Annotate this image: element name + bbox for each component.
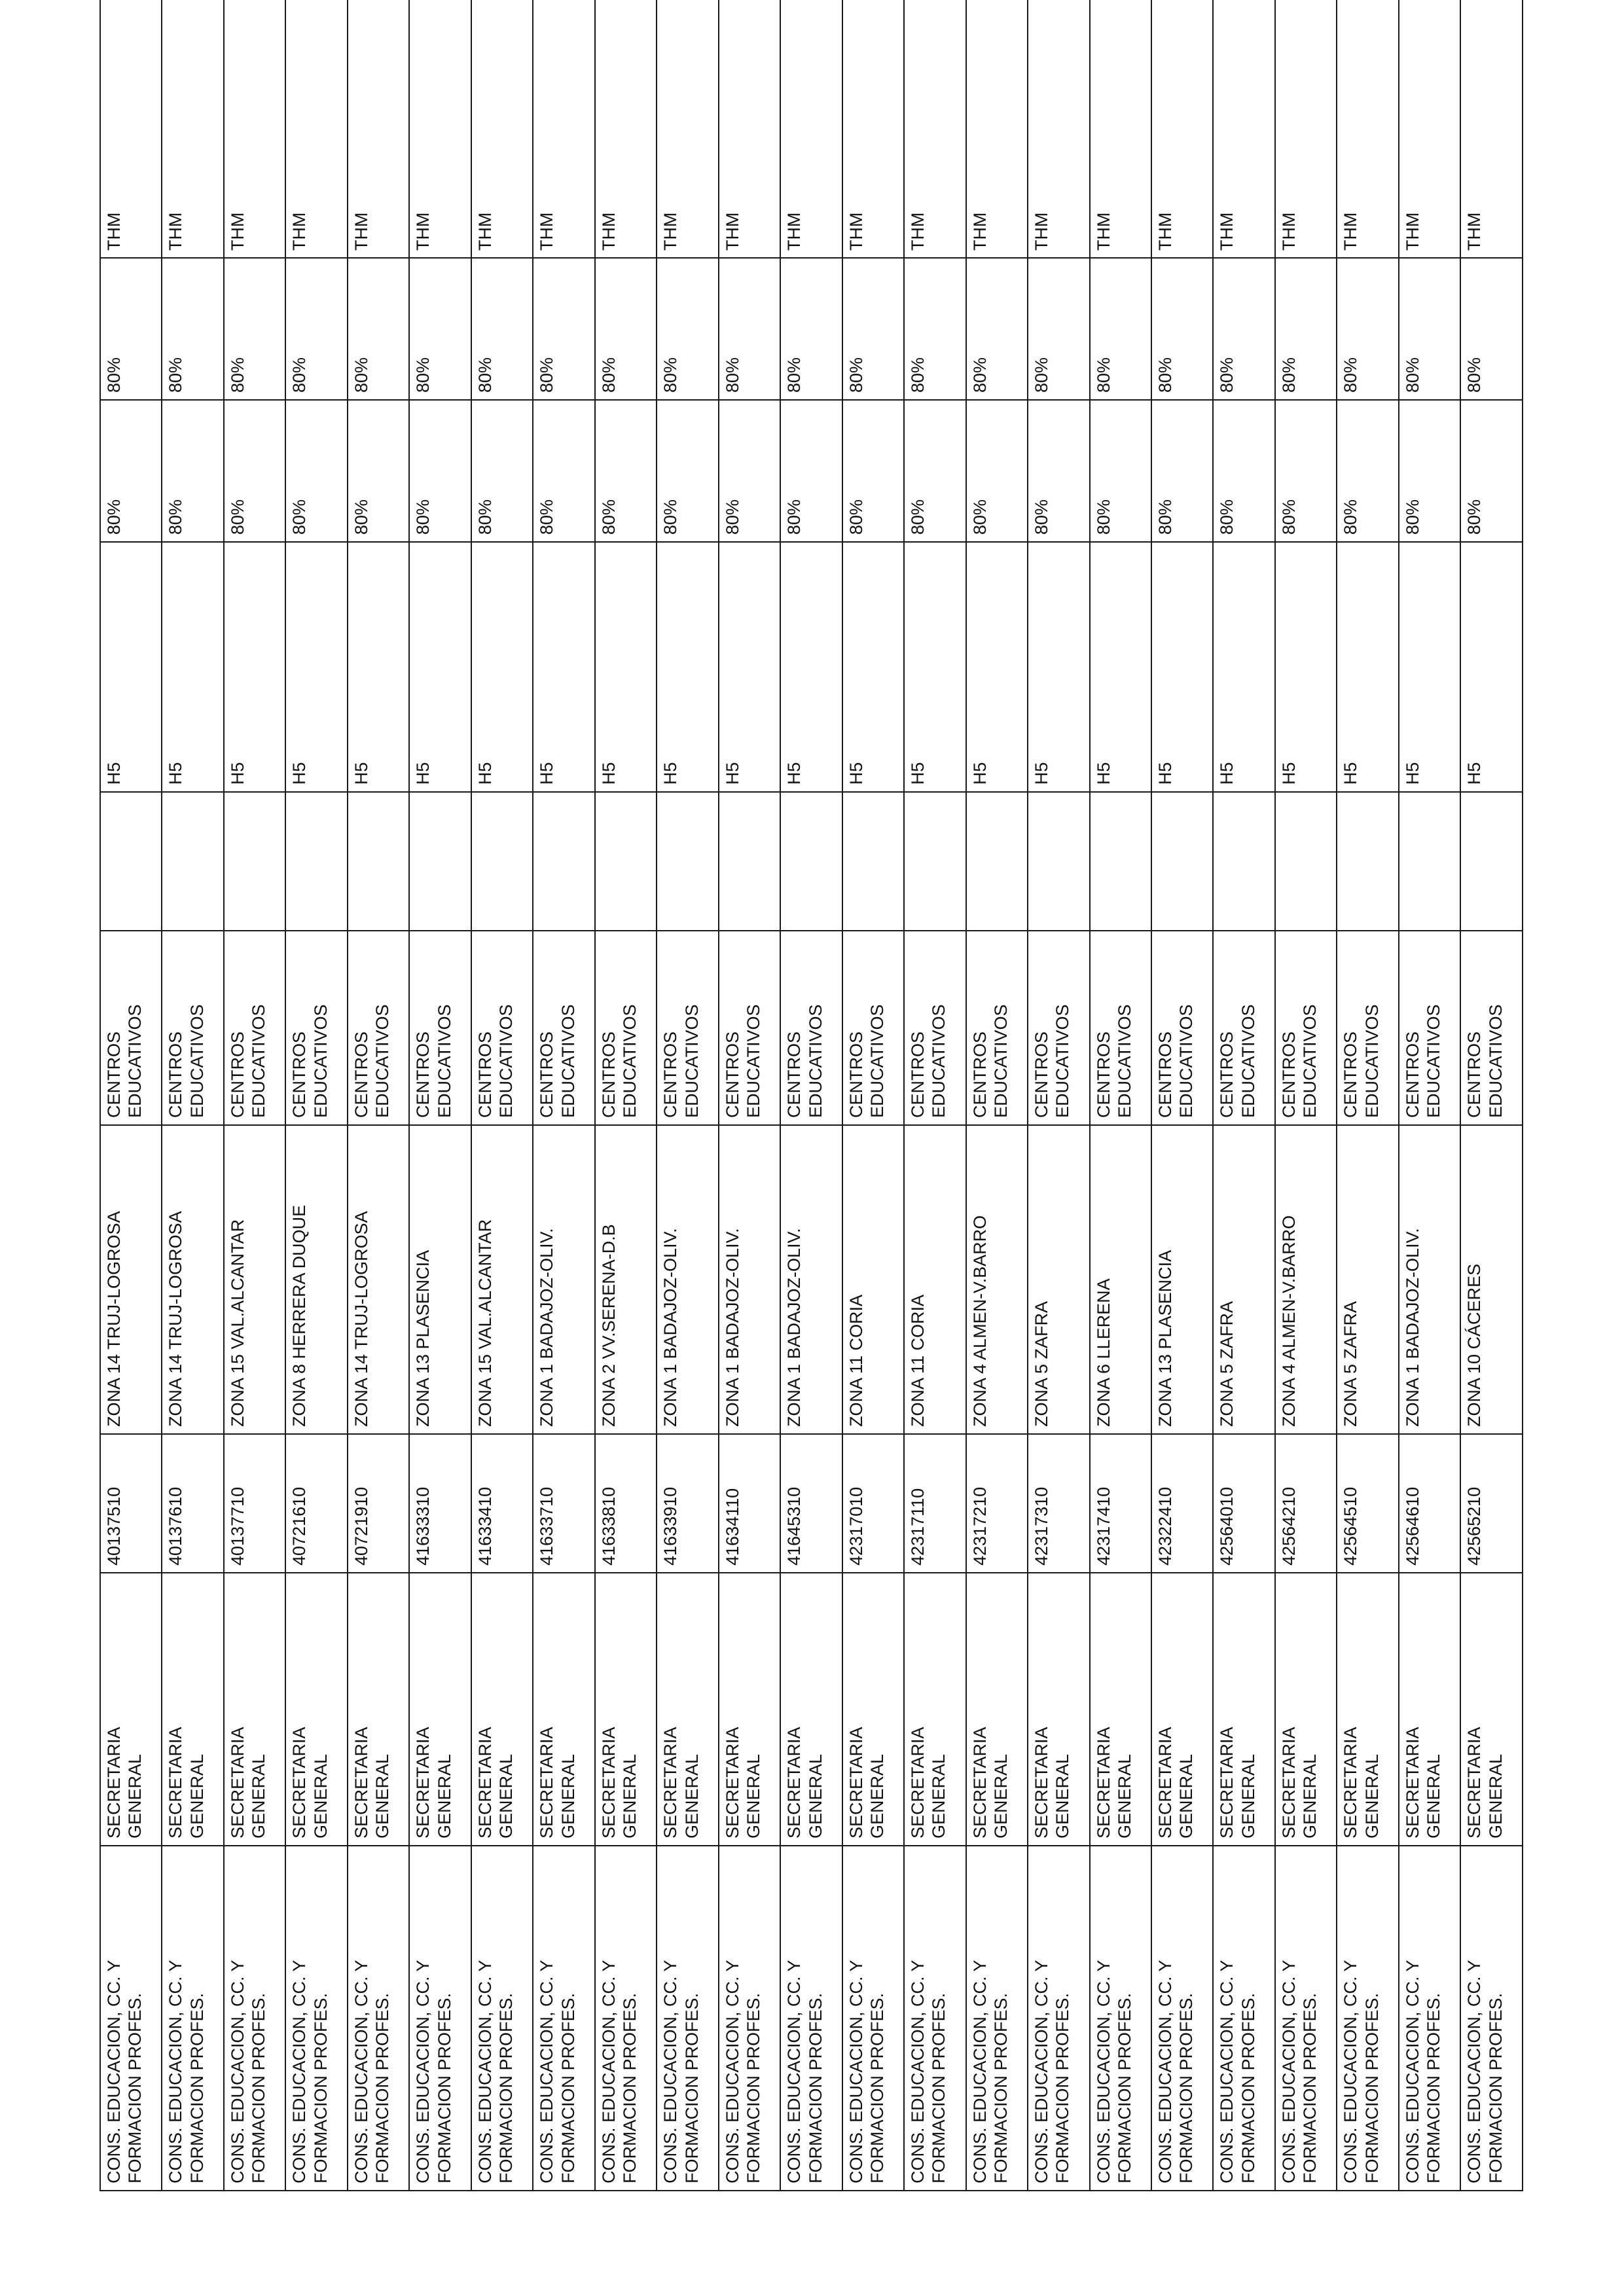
empty-cell — [471, 792, 533, 931]
code-cell: 40721910 — [348, 1434, 409, 1573]
zona-cell: ZONA 1 BADAJOZ-OLIV. — [719, 1125, 780, 1434]
zona-cell: ZONA 1 BADAJOZ-OLIV. — [780, 1125, 842, 1434]
secretaria-cell: SECRETARIA GENERAL — [1213, 1573, 1274, 1846]
table-row — [1399, 0, 1460, 2191]
h5-cell: H5 — [780, 542, 842, 792]
pct2-cell: 80% — [1460, 258, 1523, 400]
thm-cell: THM — [595, 0, 657, 258]
data-table — [99, 0, 1523, 2191]
centro-cell: CENTROS EDUCATIVOS — [162, 931, 223, 1125]
empty-cell — [657, 792, 718, 931]
thm-cell: THM — [471, 0, 533, 258]
pct2-cell: 80% — [533, 258, 594, 400]
secretaria-cell: SECRETARIA GENERAL — [1090, 1573, 1151, 1846]
h5-cell: H5 — [224, 542, 285, 792]
pct2-cell: 80% — [409, 258, 471, 400]
pct2-cell: 80% — [966, 258, 1028, 400]
code-cell: 42317110 — [904, 1434, 965, 1573]
consejeria-cell: CONS. EDUCACION, CC. Y FORMACION PROFES. — [1213, 1846, 1274, 2191]
secretaria-cell: SECRETARIA GENERAL — [1337, 1573, 1398, 1846]
thm-cell: THM — [1028, 0, 1089, 258]
zona-cell: ZONA 15 VAL.ALCANTAR — [224, 1125, 285, 1434]
table-row — [1028, 0, 1089, 2191]
centro-cell: CENTROS EDUCATIVOS — [1337, 931, 1398, 1125]
h5-cell: H5 — [1399, 542, 1460, 792]
pct1-cell: 80% — [100, 400, 162, 542]
code-cell: 41645310 — [780, 1434, 842, 1573]
centro-cell: CENTROS EDUCATIVOS — [1151, 931, 1213, 1125]
pct2-cell: 80% — [595, 258, 657, 400]
thm-cell: THM — [224, 0, 285, 258]
thm-cell: THM — [100, 0, 162, 258]
empty-cell — [1090, 792, 1151, 931]
centro-cell: CENTROS EDUCATIVOS — [1460, 931, 1523, 1125]
h5-cell: H5 — [904, 542, 965, 792]
thm-cell: THM — [904, 0, 965, 258]
zona-cell: ZONA 10 CÁCERES — [1460, 1125, 1523, 1434]
centro-cell: CENTROS EDUCATIVOS — [1275, 931, 1337, 1125]
pct2-cell: 80% — [1090, 258, 1151, 400]
centro-cell: CENTROS EDUCATIVOS — [595, 931, 657, 1125]
thm-cell: THM — [285, 0, 347, 258]
secretaria-cell: SECRETARIA GENERAL — [285, 1573, 347, 1846]
code-cell: 41633710 — [533, 1434, 594, 1573]
secretaria-cell: SECRETARIA GENERAL — [409, 1573, 471, 1846]
centro-cell: CENTROS EDUCATIVOS — [224, 931, 285, 1125]
thm-cell: THM — [1460, 0, 1523, 258]
consejeria-cell: CONS. EDUCACION, CC. Y FORMACION PROFES. — [966, 1846, 1028, 2191]
pct2-cell: 80% — [657, 258, 718, 400]
empty-cell — [595, 792, 657, 931]
pct1-cell: 80% — [595, 400, 657, 542]
empty-cell — [1151, 792, 1213, 931]
code-cell: 40137710 — [224, 1434, 285, 1573]
centro-cell: CENTROS EDUCATIVOS — [348, 931, 409, 1125]
table-row — [100, 0, 162, 2191]
zona-cell: ZONA 13 PLASENCIA — [1151, 1125, 1213, 1434]
pct2-cell: 80% — [471, 258, 533, 400]
secretaria-cell: SECRETARIA GENERAL — [1275, 1573, 1337, 1846]
thm-cell: THM — [719, 0, 780, 258]
pct1-cell: 80% — [1337, 400, 1398, 542]
thm-cell: THM — [780, 0, 842, 258]
pct1-cell: 80% — [1090, 400, 1151, 542]
thm-cell: THM — [348, 0, 409, 258]
pct2-cell: 80% — [719, 258, 780, 400]
pct2-cell: 80% — [1399, 258, 1460, 400]
zona-cell: ZONA 2 VV.SERENA-D.B — [595, 1125, 657, 1434]
secretaria-cell: SECRETARIA GENERAL — [224, 1573, 285, 1846]
secretaria-cell: SECRETARIA GENERAL — [904, 1573, 965, 1846]
pct1-cell: 80% — [657, 400, 718, 542]
code-cell: 42564210 — [1275, 1434, 1337, 1573]
table-row — [780, 0, 842, 2191]
code-cell: 41634110 — [719, 1434, 780, 1573]
h5-cell: H5 — [348, 542, 409, 792]
pct2-cell: 80% — [285, 258, 347, 400]
pct1-cell: 80% — [162, 400, 223, 542]
secretaria-cell: SECRETARIA GENERAL — [966, 1573, 1028, 1846]
code-cell: 42564510 — [1337, 1434, 1398, 1573]
table-row — [904, 0, 965, 2191]
zona-cell: ZONA 4 ALMEN-V.BARRO — [1275, 1125, 1337, 1434]
secretaria-cell: SECRETARIA GENERAL — [1460, 1573, 1523, 1846]
centro-cell: CENTROS EDUCATIVOS — [1028, 931, 1089, 1125]
code-cell: 42565210 — [1460, 1434, 1523, 1573]
empty-cell — [1213, 792, 1274, 931]
pct2-cell: 80% — [162, 258, 223, 400]
centro-cell: CENTROS EDUCATIVOS — [533, 931, 594, 1125]
secretaria-cell: SECRETARIA GENERAL — [842, 1573, 904, 1846]
empty-cell — [1460, 792, 1523, 931]
zona-cell: ZONA 4 ALMEN-V.BARRO — [966, 1125, 1028, 1434]
consejeria-cell: CONS. EDUCACION, CC. Y FORMACION PROFES. — [224, 1846, 285, 2191]
pct1-cell: 80% — [1028, 400, 1089, 542]
h5-cell: H5 — [842, 542, 904, 792]
zona-cell: ZONA 5 ZAFRA — [1028, 1125, 1089, 1434]
code-cell: 42564610 — [1399, 1434, 1460, 1573]
table-row — [224, 0, 285, 2191]
pct1-cell: 80% — [285, 400, 347, 542]
secretaria-cell: SECRETARIA GENERAL — [1151, 1573, 1213, 1846]
table-row — [1213, 0, 1274, 2191]
centro-cell: CENTROS EDUCATIVOS — [471, 931, 533, 1125]
h5-cell: H5 — [719, 542, 780, 792]
code-cell: 40137510 — [100, 1434, 162, 1573]
secretaria-cell: SECRETARIA GENERAL — [100, 1573, 162, 1846]
zona-cell: ZONA 5 ZAFRA — [1213, 1125, 1274, 1434]
centro-cell: CENTROS EDUCATIVOS — [1399, 931, 1460, 1125]
empty-cell — [348, 792, 409, 931]
rotated-page — [99, 103, 1523, 2191]
consejeria-cell: CONS. EDUCACION, CC. Y FORMACION PROFES. — [348, 1846, 409, 2191]
code-cell: 40137610 — [162, 1434, 223, 1573]
pct2-cell: 80% — [1151, 258, 1213, 400]
consejeria-cell: CONS. EDUCACION, CC. Y FORMACION PROFES. — [1090, 1846, 1151, 2191]
zona-cell: ZONA 11 CORIA — [904, 1125, 965, 1434]
centro-cell: CENTROS EDUCATIVOS — [966, 931, 1028, 1125]
code-cell: 40721610 — [285, 1434, 347, 1573]
code-cell: 42317310 — [1028, 1434, 1089, 1573]
zona-cell: ZONA 15 VAL.ALCANTAR — [471, 1125, 533, 1434]
pct1-cell: 80% — [1213, 400, 1274, 542]
table-row — [1090, 0, 1151, 2191]
empty-cell — [100, 792, 162, 931]
consejeria-cell: CONS. EDUCACION, CC. Y FORMACION PROFES. — [409, 1846, 471, 2191]
h5-cell: H5 — [1460, 542, 1523, 792]
table-row — [1460, 0, 1523, 2191]
thm-cell: THM — [409, 0, 471, 258]
consejeria-cell: CONS. EDUCACION, CC. Y FORMACION PROFES. — [285, 1846, 347, 2191]
table-row — [533, 0, 594, 2191]
zona-cell: ZONA 14 TRUJ-LOGROSA — [348, 1125, 409, 1434]
centro-cell: CENTROS EDUCATIVOS — [657, 931, 718, 1125]
thm-cell: THM — [657, 0, 718, 258]
table-row — [1337, 0, 1398, 2191]
zona-cell: ZONA 1 BADAJOZ-OLIV. — [1399, 1125, 1460, 1434]
pct1-cell: 80% — [719, 400, 780, 542]
pct1-cell: 80% — [471, 400, 533, 542]
table-row — [285, 0, 347, 2191]
pct1-cell: 80% — [966, 400, 1028, 542]
table-row — [842, 0, 904, 2191]
pct2-cell: 80% — [1213, 258, 1274, 400]
centro-cell: CENTROS EDUCATIVOS — [842, 931, 904, 1125]
secretaria-cell: SECRETARIA GENERAL — [657, 1573, 718, 1846]
empty-cell — [409, 792, 471, 931]
secretaria-cell: SECRETARIA GENERAL — [533, 1573, 594, 1846]
empty-cell — [1399, 792, 1460, 931]
table-row — [657, 0, 718, 2191]
centro-cell: CENTROS EDUCATIVOS — [1213, 931, 1274, 1125]
thm-cell: THM — [966, 0, 1028, 258]
code-cell: 42317010 — [842, 1434, 904, 1573]
consejeria-cell: CONS. EDUCACION, CC. Y FORMACION PROFES. — [1399, 1846, 1460, 2191]
pct2-cell: 80% — [224, 258, 285, 400]
secretaria-cell: SECRETARIA GENERAL — [348, 1573, 409, 1846]
pct1-cell: 80% — [904, 400, 965, 542]
zona-cell: ZONA 13 PLASENCIA — [409, 1125, 471, 1434]
consejeria-cell: CONS. EDUCACION, CC. Y FORMACION PROFES. — [904, 1846, 965, 2191]
pct1-cell: 80% — [1275, 400, 1337, 542]
centro-cell: CENTROS EDUCATIVOS — [100, 931, 162, 1125]
h5-cell: H5 — [533, 542, 594, 792]
centro-cell: CENTROS EDUCATIVOS — [719, 931, 780, 1125]
secretaria-cell: SECRETARIA GENERAL — [780, 1573, 842, 1846]
consejeria-cell: CONS. EDUCACION, CC. Y FORMACION PROFES. — [533, 1846, 594, 2191]
consejeria-cell: CONS. EDUCACION, CC. Y FORMACION PROFES. — [1275, 1846, 1337, 2191]
h5-cell: H5 — [162, 542, 223, 792]
consejeria-cell: CONS. EDUCACION, CC. Y FORMACION PROFES. — [780, 1846, 842, 2191]
pct1-cell: 80% — [780, 400, 842, 542]
empty-cell — [904, 792, 965, 931]
pct2-cell: 80% — [904, 258, 965, 400]
h5-cell: H5 — [1028, 542, 1089, 792]
table-row — [595, 0, 657, 2191]
h5-cell: H5 — [1337, 542, 1398, 792]
zona-cell: ZONA 14 TRUJ-LOGROSA — [162, 1125, 223, 1434]
table-row — [348, 0, 409, 2191]
table-row — [719, 0, 780, 2191]
pct1-cell: 80% — [224, 400, 285, 542]
thm-cell: THM — [533, 0, 594, 258]
empty-cell — [533, 792, 594, 931]
h5-cell: H5 — [409, 542, 471, 792]
table-row — [162, 0, 223, 2191]
code-cell: 42317210 — [966, 1434, 1028, 1573]
table-row — [1151, 0, 1213, 2191]
pct2-cell: 80% — [842, 258, 904, 400]
code-cell: 42317410 — [1090, 1434, 1151, 1573]
code-cell: 42322410 — [1151, 1434, 1213, 1573]
secretaria-cell: SECRETARIA GENERAL — [1399, 1573, 1460, 1846]
h5-cell: H5 — [1275, 542, 1337, 792]
zona-cell: ZONA 6 LLERENA — [1090, 1125, 1151, 1434]
empty-cell — [1275, 792, 1337, 931]
consejeria-cell: CONS. EDUCACION, CC. Y FORMACION PROFES. — [1028, 1846, 1089, 2191]
empty-cell — [224, 792, 285, 931]
empty-cell — [966, 792, 1028, 931]
code-cell: 41633410 — [471, 1434, 533, 1573]
empty-cell — [780, 792, 842, 931]
h5-cell: H5 — [285, 542, 347, 792]
zona-cell: ZONA 8 HERRERA DUQUE — [285, 1125, 347, 1434]
consejeria-cell: CONS. EDUCACION, CC. Y FORMACION PROFES. — [595, 1846, 657, 2191]
pct2-cell: 80% — [348, 258, 409, 400]
code-cell: 41633910 — [657, 1434, 718, 1573]
consejeria-cell: CONS. EDUCACION, CC. Y FORMACION PROFES. — [842, 1846, 904, 2191]
consejeria-cell: CONS. EDUCACION, CC. Y FORMACION PROFES. — [657, 1846, 718, 2191]
h5-cell: H5 — [100, 542, 162, 792]
thm-cell: THM — [1399, 0, 1460, 258]
pct2-cell: 80% — [780, 258, 842, 400]
consejeria-cell: CONS. EDUCACION, CC. Y FORMACION PROFES. — [162, 1846, 223, 2191]
pct1-cell: 80% — [1151, 400, 1213, 542]
centro-cell: CENTROS EDUCATIVOS — [904, 931, 965, 1125]
pct2-cell: 80% — [100, 258, 162, 400]
pct1-cell: 80% — [409, 400, 471, 542]
code-cell: 41633310 — [409, 1434, 471, 1573]
consejeria-cell: CONS. EDUCACION, CC. Y FORMACION PROFES. — [1460, 1846, 1523, 2191]
pct1-cell: 80% — [348, 400, 409, 542]
consejeria-cell: CONS. EDUCACION, CC. Y FORMACION PROFES. — [719, 1846, 780, 2191]
empty-cell — [842, 792, 904, 931]
h5-cell: H5 — [595, 542, 657, 792]
pct1-cell: 80% — [842, 400, 904, 542]
zona-cell: ZONA 14 TRUJ-LOGROSA — [100, 1125, 162, 1434]
thm-cell: THM — [1275, 0, 1337, 258]
centro-cell: CENTROS EDUCATIVOS — [1090, 931, 1151, 1125]
zona-cell: ZONA 1 BADAJOZ-OLIV. — [533, 1125, 594, 1434]
centro-cell: CENTROS EDUCATIVOS — [285, 931, 347, 1125]
pct2-cell: 80% — [1337, 258, 1398, 400]
h5-cell: H5 — [1090, 542, 1151, 792]
table-row — [471, 0, 533, 2191]
thm-cell: THM — [1090, 0, 1151, 258]
secretaria-cell: SECRETARIA GENERAL — [1028, 1573, 1089, 1846]
consejeria-cell: CONS. EDUCACION, CC. Y FORMACION PROFES. — [100, 1846, 162, 2191]
zona-cell: ZONA 11 CORIA — [842, 1125, 904, 1434]
empty-cell — [162, 792, 223, 931]
table-body — [100, 0, 1523, 2191]
thm-cell: THM — [162, 0, 223, 258]
consejeria-cell: CONS. EDUCACION, CC. Y FORMACION PROFES. — [471, 1846, 533, 2191]
table-row — [409, 0, 471, 2191]
h5-cell: H5 — [1213, 542, 1274, 792]
consejeria-cell: CONS. EDUCACION, CC. Y FORMACION PROFES. — [1151, 1846, 1213, 2191]
secretaria-cell: SECRETARIA GENERAL — [471, 1573, 533, 1846]
h5-cell: H5 — [966, 542, 1028, 792]
pct1-cell: 80% — [1460, 400, 1523, 542]
secretaria-cell: SECRETARIA GENERAL — [595, 1573, 657, 1846]
table-row — [966, 0, 1028, 2191]
pct2-cell: 80% — [1028, 258, 1089, 400]
consejeria-cell: CONS. EDUCACION, CC. Y FORMACION PROFES. — [1337, 1846, 1398, 2191]
centro-cell: CENTROS EDUCATIVOS — [780, 931, 842, 1125]
secretaria-cell: SECRETARIA GENERAL — [719, 1573, 780, 1846]
empty-cell — [719, 792, 780, 931]
thm-cell: THM — [842, 0, 904, 258]
centro-cell: CENTROS EDUCATIVOS — [409, 931, 471, 1125]
h5-cell: H5 — [1151, 542, 1213, 792]
empty-cell — [285, 792, 347, 931]
code-cell: 41633810 — [595, 1434, 657, 1573]
thm-cell: THM — [1151, 0, 1213, 258]
pct1-cell: 80% — [533, 400, 594, 542]
zona-cell: ZONA 1 BADAJOZ-OLIV. — [657, 1125, 718, 1434]
thm-cell: THM — [1213, 0, 1274, 258]
pct1-cell: 80% — [1399, 400, 1460, 542]
h5-cell: H5 — [471, 542, 533, 792]
pct2-cell: 80% — [1275, 258, 1337, 400]
h5-cell: H5 — [657, 542, 718, 792]
empty-cell — [1337, 792, 1398, 931]
empty-cell — [1028, 792, 1089, 931]
code-cell: 42564010 — [1213, 1434, 1274, 1573]
secretaria-cell: SECRETARIA GENERAL — [162, 1573, 223, 1846]
zona-cell: ZONA 5 ZAFRA — [1337, 1125, 1398, 1434]
table-row — [1275, 0, 1337, 2191]
thm-cell: THM — [1337, 0, 1398, 258]
